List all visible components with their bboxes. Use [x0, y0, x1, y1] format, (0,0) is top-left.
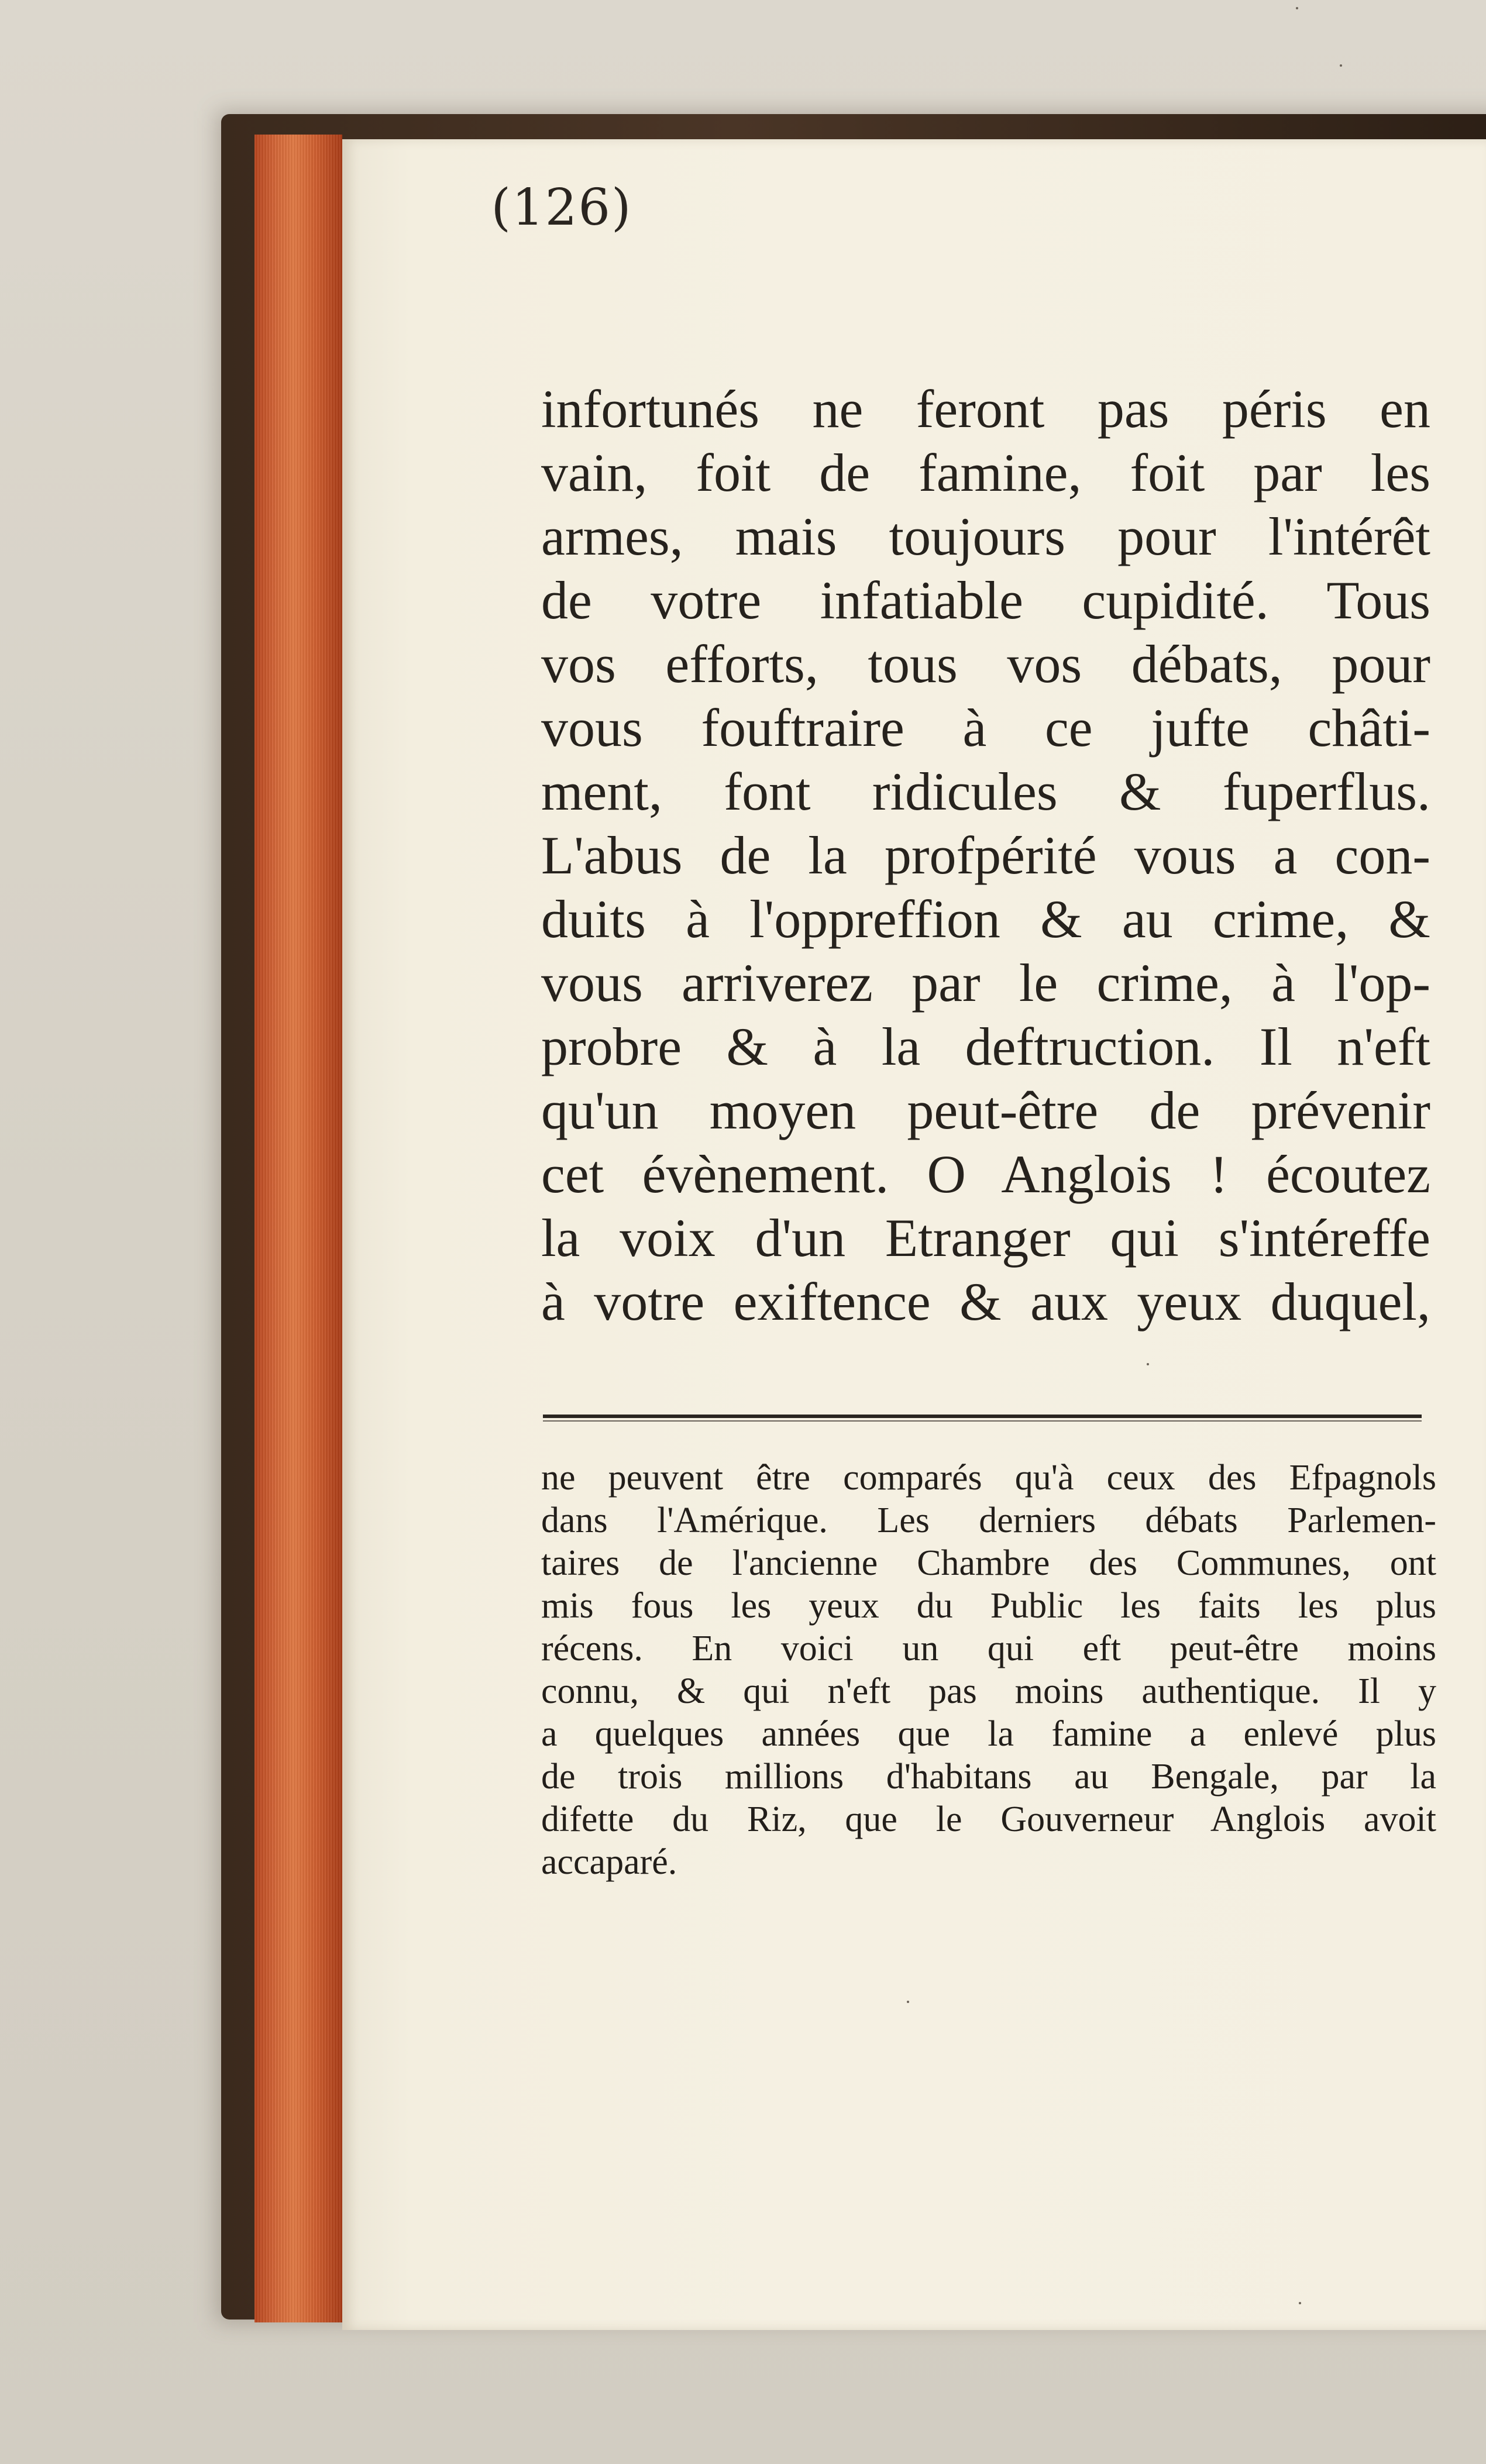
body-line: duits à l'oppreffion & au crime, & [541, 889, 1430, 949]
footnote-line: de trois millions d'habitans au Bengale, par la [541, 1757, 1436, 1797]
footnote-line: taires de l'ancienne Chambre des Communes, ont [541, 1543, 1436, 1583]
paper-speck [1299, 2302, 1301, 2304]
body-line: armes, mais toujours pour l'intérêt [541, 507, 1430, 566]
page-number: (126) [491, 178, 632, 237]
body-line: de votre infatiable cupidité. Tous [541, 570, 1430, 630]
footnote-line: accaparé. [541, 1842, 677, 1882]
footnote-line: difette du Riz, que le Gouverneur Anglois avoit [541, 1799, 1436, 1839]
body-line: vous arriverez par le crime, à l'op- [541, 953, 1430, 1013]
body-text [541, 377, 1430, 1334]
paper-speck [1147, 1363, 1149, 1365]
footnote-line: dans l'Amérique. Les derniers débats Parlemen- [541, 1501, 1436, 1540]
body-line: L'abus de la profpérité vous a con- [541, 825, 1430, 885]
footnote-line: mis fous les yeux du Public les faits les plus [541, 1586, 1436, 1626]
body-line: la voix d'un Etranger qui s'intéreffe [541, 1208, 1430, 1268]
footnote-line: connu, & qui n'eft pas moins authentique. Il y [541, 1671, 1436, 1711]
body-line: probre & à la deftruction. Il n'eft [541, 1017, 1430, 1076]
body-line: qu'un moyen peut-être de prévenir [541, 1080, 1430, 1140]
body-line: à votre exiftence & aux yeux duquel, [541, 1272, 1430, 1331]
footnote-line: a quelques années que la famine a enlevé plus [541, 1714, 1436, 1754]
body-line: infortunés ne feront pas péris en [541, 379, 1430, 439]
body-line: vain, foit de famine, foit par les [541, 443, 1430, 503]
body-line: vos efforts, tous vos débats, pour [541, 634, 1430, 694]
body-line: vous fouftraire à ce jufte châti- [541, 698, 1430, 758]
page-edge-red [254, 135, 342, 2322]
footnote-line: récens. En voici un qui eft peut-être moins [541, 1629, 1436, 1668]
footnote-rule [543, 1415, 1422, 1418]
paper-speck [1340, 64, 1342, 67]
footnote-text [541, 1457, 1436, 1884]
paper-speck [907, 2001, 909, 2003]
body-line: cet évènement. O Anglois ! écoutez [541, 1144, 1430, 1204]
body-line: ment, font ridicules & fuperflus. [541, 762, 1430, 821]
footnote-line: ne peuvent être comparés qu'à ceux des Efpagnols [541, 1458, 1436, 1498]
paper-speck [1296, 7, 1298, 9]
footnote-rule-thin [543, 1420, 1422, 1422]
